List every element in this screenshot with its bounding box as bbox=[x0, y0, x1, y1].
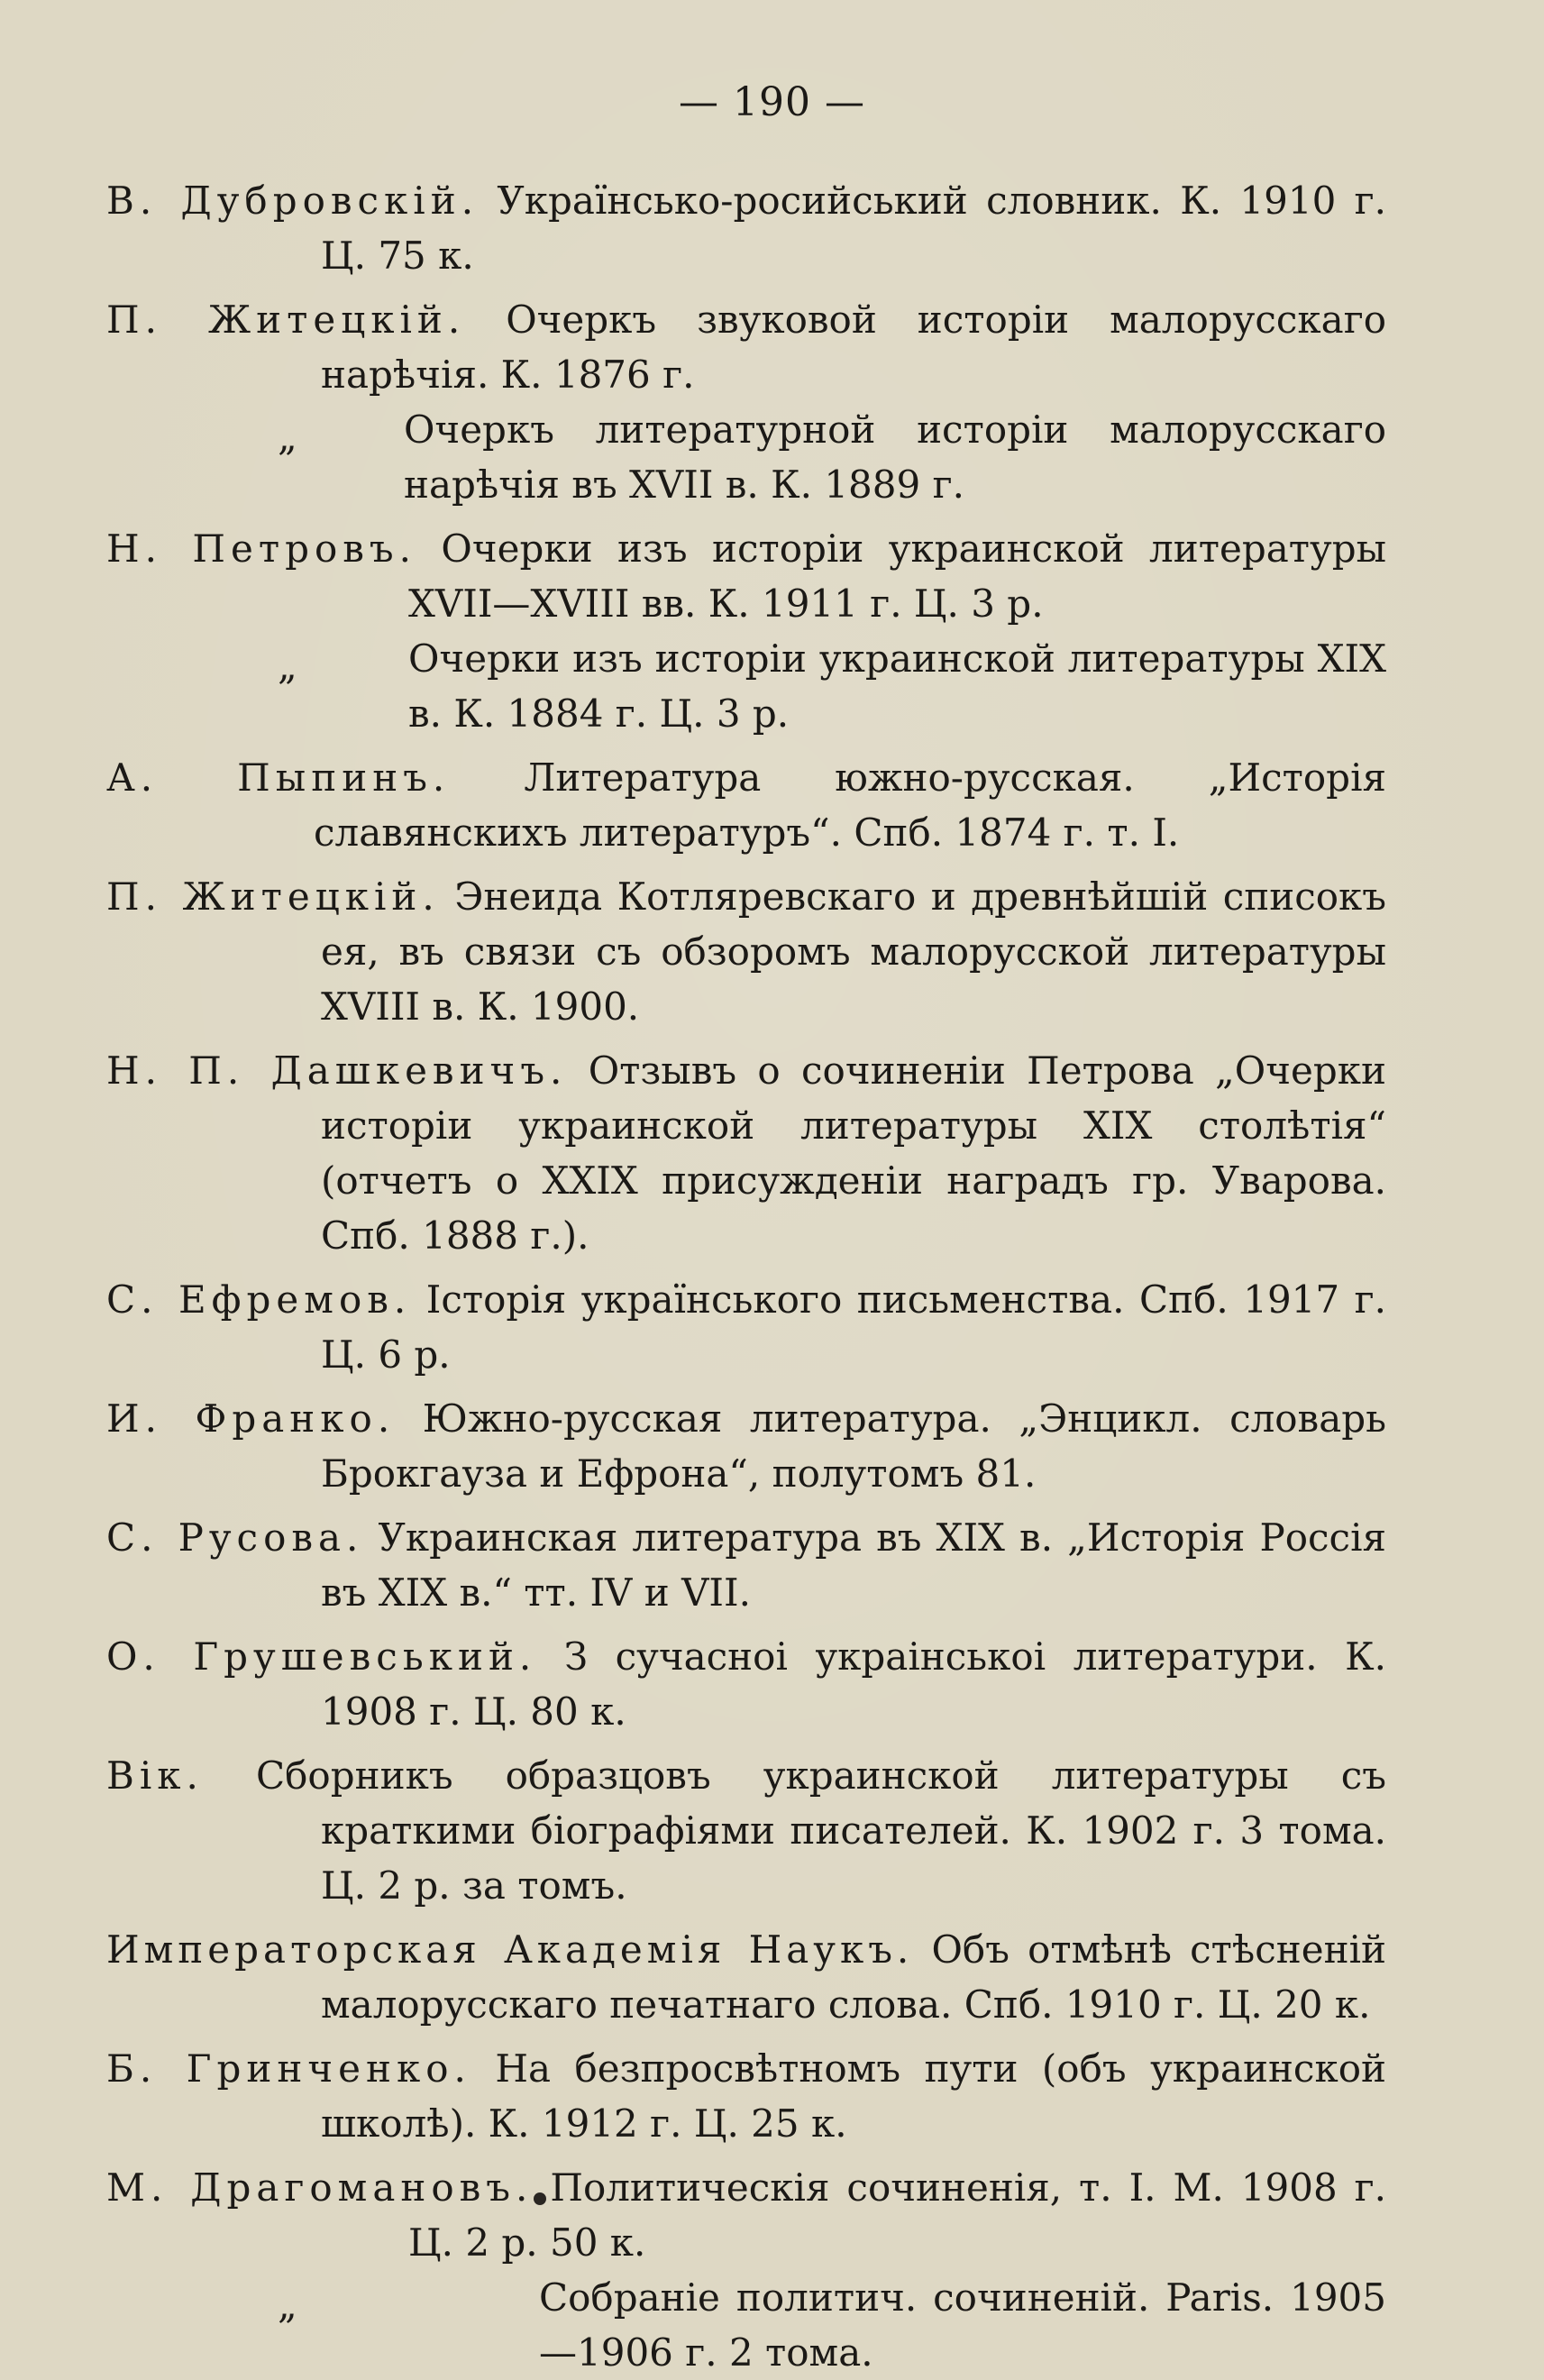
bib-entry-petrov-2 bbox=[106, 631, 1386, 741]
entry-author: С. Ефремов. bbox=[106, 1277, 412, 1322]
entry-text: Сборникъ образцовъ украинской литературы съ краткими біографіями писателей. К. 1902 г. 3 тома. Ц. 2 р. за томъ. bbox=[255, 1753, 1386, 1908]
entry-text: Украинская литература въ XIX в. „Исторія Россія въ XIX в.“ тт. IV и VII. bbox=[321, 1515, 1386, 1615]
bib-entry-zhitetsky-1 bbox=[106, 292, 1386, 402]
entry-text: Отзывъ о сочиненіи Петрова „Очерки исторіи украинской литературы XIX столѣтія“ (отчетъ о XXIX присужденіи наградъ гр. Уварова. Спб. 1888 г.). bbox=[321, 1048, 1386, 1258]
entry-author: Н. Петровъ. bbox=[106, 526, 416, 571]
entry-text: Южно-русская литература. „Энцикл. словарь Брокгауза и Ефрона“, полутомъ 81. bbox=[321, 1396, 1386, 1496]
entry-author: О. Грушевський. bbox=[106, 1634, 537, 1679]
entry-author: Н. П. Дашкевичъ. bbox=[106, 1048, 568, 1093]
bib-entry-zhitetsky-3 bbox=[106, 869, 1386, 1034]
entry-author: Б. Гринченко. bbox=[106, 2046, 471, 2091]
entry-text: З сучасноі украінськоі литератури. К. 1908 г. Ц. 80 к. bbox=[321, 1634, 1386, 1734]
bib-entry-grushevsky bbox=[106, 1629, 1386, 1739]
bib-entry-grinchenko bbox=[106, 2041, 1386, 2151]
ditto-mark: „ bbox=[278, 415, 297, 459]
bib-entry-franko bbox=[106, 1391, 1386, 1501]
ditto-mark: „ bbox=[278, 644, 297, 688]
ink-speck bbox=[534, 2192, 546, 2205]
bib-entry-rusova bbox=[106, 1510, 1386, 1620]
bib-entry-dubrovsky bbox=[106, 173, 1386, 283]
entry-author: Императорская Академія Наукъ. bbox=[106, 1927, 914, 1972]
bib-entry-pypin bbox=[106, 750, 1386, 860]
entry-text: Очеркъ звуковой исторіи малорусскаго нарѣчія. К. 1876 г. bbox=[321, 298, 1386, 397]
entry-author: С. Русова. bbox=[106, 1515, 364, 1560]
entry-text: Объ отмѣнѣ стѣсненій малорусскаго печатнаго слова. Спб. 1910 г. Ц. 20 к. bbox=[321, 1927, 1386, 2027]
bib-entry-dashkevich bbox=[106, 1043, 1386, 1263]
entry-text: Политическія сочиненія, т. I. М. 1908 г. Ц. 2 р. 50 к. bbox=[408, 2165, 1386, 2265]
entry-text: Українсько-росийський словник. К. 1910 г. Ц. 75 к. bbox=[321, 178, 1386, 278]
ditto-mark: „ bbox=[278, 2283, 297, 2327]
bib-entry-efremov bbox=[106, 1272, 1386, 1382]
entry-text: Энеида Котляревскаго и древнѣйшій списокъ ея, въ связи съ обзоромъ малорусской литературы XVIII в. К. 1900. bbox=[321, 874, 1386, 1029]
entry-text: Історія українського письменства. Спб. 1917 г. Ц. 6 р. bbox=[321, 1277, 1386, 1377]
bib-entry-academy bbox=[106, 1922, 1386, 2032]
entry-text: Очерки изъ исторіи украинской литературы XVII—XVIII вв. К. 1911 г. Ц. 3 р. bbox=[408, 526, 1387, 626]
entry-author: А. Пыпинъ. bbox=[106, 755, 451, 800]
entry-author: М. Драгомановъ. bbox=[106, 2165, 534, 2210]
entry-text: Собраніе политич. сочиненій. Paris. 1905—1906 г. 2 тома. bbox=[539, 2275, 1386, 2375]
entry-author: И. Франко. bbox=[106, 1396, 396, 1441]
bib-entry-petrov-1 bbox=[106, 521, 1386, 631]
entry-text: Литература южно-русская. „Исторія славянскихъ литературъ“. Спб. 1874 г. т. I. bbox=[314, 755, 1386, 855]
bib-entry-zhitetsky-2 bbox=[106, 402, 1386, 512]
entry-author: П. Житецкій. bbox=[106, 874, 440, 919]
bib-entry-vik bbox=[106, 1748, 1386, 1913]
entry-text: На безпросвѣтномъ пути (объ украинской школѣ). К. 1912 г. Ц. 25 к. bbox=[321, 2046, 1386, 2146]
entry-text: Очеркъ литературной исторіи малорусскаго нарѣчія въ XVII в. К. 1889 г. bbox=[404, 407, 1386, 507]
bibliography-list bbox=[106, 173, 1386, 2380]
bib-entry-dragomanov-1 bbox=[106, 2160, 1386, 2270]
entry-author: В. Дубровскій. bbox=[106, 178, 480, 223]
entry-text: Очерки изъ исторіи украинской литературы XIX в. К. 1884 г. Ц. 3 р. bbox=[408, 636, 1386, 736]
entry-author: Вік. bbox=[106, 1753, 204, 1798]
bib-entry-dragomanov-2 bbox=[106, 2270, 1386, 2380]
entry-author: П. Житецкій. bbox=[106, 298, 466, 342]
page-number: — 190 — bbox=[679, 79, 865, 125]
